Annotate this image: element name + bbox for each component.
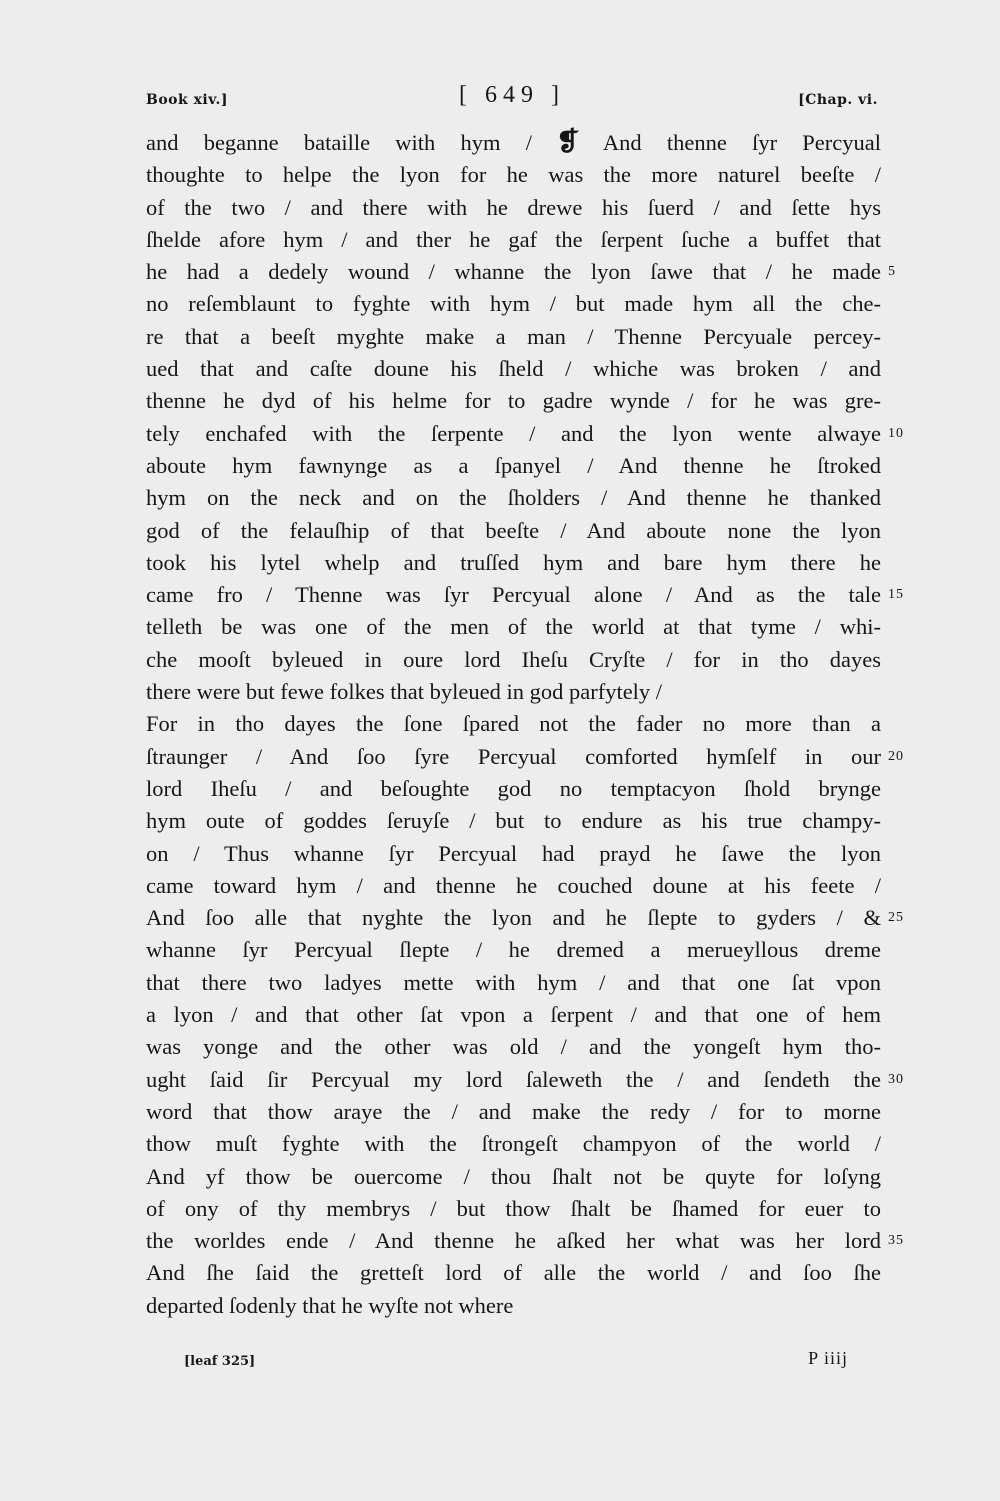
text-segment: telleth be was one of the men of the world at that tyme / whi- bbox=[146, 614, 881, 640]
text-segment: aboute hym fawnynge as a ſpanyel / And thenne he ſtroked bbox=[146, 452, 881, 478]
running-head-chapter: [Chap. vi. bbox=[798, 92, 878, 108]
text-line bbox=[146, 644, 881, 676]
text-line bbox=[146, 1031, 881, 1063]
text-segment: ught ſaid ſir Percyual my lord ſaleweth the / and ſendeth the bbox=[146, 1066, 881, 1092]
text-line bbox=[146, 192, 881, 224]
text-segment: of ony of thy membrys / but thow ſhalt be ſhamed for euer to bbox=[146, 1195, 881, 1221]
line-number: 15 bbox=[888, 587, 904, 603]
text-segment: ſhelde afore hym / and ther he gaf the ſerpent ſuche a buffet that bbox=[146, 226, 881, 252]
text-line bbox=[146, 127, 881, 159]
text-line bbox=[146, 1193, 881, 1225]
text-line bbox=[146, 934, 881, 966]
text-line bbox=[146, 902, 904, 934]
text-line bbox=[146, 1257, 881, 1289]
line-number: 5 bbox=[888, 264, 896, 280]
line-number: 10 bbox=[888, 425, 904, 441]
text-line bbox=[146, 1064, 904, 1096]
line-number: 25 bbox=[888, 910, 904, 926]
text-line bbox=[146, 450, 881, 482]
text-segment: came fro / Thenne was ſyr Percyual alone / And as the tale bbox=[146, 582, 881, 608]
text-segment: thow muſt fyghte with the ſtrongeſt champyon of the world / bbox=[146, 1131, 881, 1157]
text-segment: on / Thus whanne ſyr Percyual had prayd he ſawe the lyon bbox=[146, 840, 881, 866]
line-number: 30 bbox=[888, 1071, 904, 1087]
text-line bbox=[146, 159, 881, 191]
text-line bbox=[146, 482, 881, 514]
text-segment: word that thow araye the / and make the redy / for to morne bbox=[146, 1098, 881, 1124]
text-line bbox=[146, 967, 881, 999]
text-line bbox=[146, 1225, 904, 1257]
text-line bbox=[146, 353, 881, 385]
text-line bbox=[146, 1161, 881, 1193]
text-line bbox=[146, 547, 881, 579]
leaf-reference: [leaf 325] bbox=[184, 1354, 256, 1369]
line-number: 35 bbox=[888, 1233, 904, 1249]
text-segment: hym oute of goddes ſeruyſe / but to endure as his true champy- bbox=[146, 808, 881, 834]
text-segment: che mooſt byleued in oure lord Iheſu Cryſte / for in tho dayes bbox=[146, 646, 881, 672]
text-segment: ſtraunger / And ſoo ſyre Percyual comforted hymſelf in our bbox=[146, 743, 881, 769]
text-line bbox=[146, 224, 881, 256]
text-segment: departed ſodenly that he wyſte not where bbox=[146, 1292, 514, 1318]
text-segment: thoughte to helpe the lyon for he was the more naturel beeſte / bbox=[146, 162, 881, 188]
text-segment: came toward hym / and thenne he couched doune at his feete / bbox=[146, 872, 881, 898]
text-line bbox=[146, 579, 904, 611]
text-segment: lord Iheſu / and beſoughte god no temptacyon ſhold brynge bbox=[146, 775, 881, 801]
text-line bbox=[146, 1290, 881, 1322]
text-segment: tely enchafed with the ſerpente / and the lyon wente alwaye bbox=[146, 420, 881, 446]
text-segment: thenne he dyd of his helme for to gadre wynde / for he was gre- bbox=[146, 388, 881, 414]
text-segment: the worldes ende / And thenne he aſked her what was her lord bbox=[146, 1228, 881, 1254]
text-segment: that there two ladyes mette with hym / and that one ſat vpon bbox=[146, 969, 881, 995]
text-segment: was yonge and the other was old / and the yongeſt hym tho- bbox=[146, 1034, 881, 1060]
text-line bbox=[146, 741, 904, 773]
text-segment: ued that and caſte doune his ſheld / whiche was broken / and bbox=[146, 356, 881, 382]
paragraph-mark-icon: ❡ bbox=[556, 127, 581, 157]
text-segment: took his lytel whelp and truſſed hym and bare hym there he bbox=[146, 549, 881, 575]
text-segment: god of the felauſhip of that beeſte / And aboute none the lyon bbox=[146, 517, 881, 543]
text-segment: a lyon / and that other ſat vpon a ſerpent / and that one of hem bbox=[146, 1002, 881, 1028]
text-line bbox=[146, 870, 881, 902]
text-segment: whanne ſyr Percyual ſlepte / he dremed a merueyllous dreme bbox=[146, 937, 881, 963]
text-line bbox=[146, 385, 881, 417]
text-line bbox=[146, 999, 881, 1031]
text-segment: of the two / and there with he drewe his ſuerd / and ſette hys bbox=[146, 194, 881, 220]
text-segment: there were but fewe folkes that byleued in god parfytely / bbox=[146, 679, 663, 705]
text-line bbox=[146, 611, 881, 643]
running-head-book: Book xiv.] bbox=[146, 92, 228, 108]
page-footer bbox=[184, 1348, 848, 1378]
text-segment: and beganne bataille with hym / bbox=[146, 130, 558, 155]
signature-mark: P iiij bbox=[808, 1348, 848, 1368]
text-line bbox=[146, 1096, 881, 1128]
text-line bbox=[146, 773, 881, 805]
text-line bbox=[146, 838, 881, 870]
text-segment: And yf thow be ouercome / thou ſhalt not be quyte for loſyng bbox=[146, 1163, 881, 1189]
text-segment: no reſemblaunt to fyghte with hym / but made hym all the che- bbox=[146, 291, 881, 317]
text-line bbox=[146, 418, 904, 450]
text-line bbox=[146, 708, 881, 740]
text-line bbox=[146, 288, 881, 320]
text-segment: And ſhe ſaid the gretteſt lord of alle the world / and ſoo ſhe bbox=[146, 1260, 881, 1286]
text-segment: And ſoo alle that nyghte the lyon and he ſlepte to gyders / & bbox=[146, 905, 881, 931]
text-segment: he had a dedely wound / whanne the lyon ſawe that / he made bbox=[146, 259, 881, 285]
text-line bbox=[146, 805, 881, 837]
body-text bbox=[146, 127, 904, 1322]
text-line bbox=[146, 1128, 881, 1160]
text-line bbox=[146, 321, 881, 353]
text-line bbox=[146, 676, 881, 708]
text-segment: re that a beeſt myghte make a man / Thenne Percyuale percey- bbox=[146, 323, 881, 349]
page-number: [ 649 ] bbox=[459, 82, 565, 108]
text-segment: For in tho dayes the ſone ſpared not the fader no more than a bbox=[146, 711, 881, 737]
line-number: 20 bbox=[888, 748, 904, 764]
text-segment: hym on the neck and on the ſholders / And thenne he thanked bbox=[146, 485, 881, 511]
text-line bbox=[146, 256, 896, 288]
text-segment: And thenne ſyr Percyual bbox=[578, 130, 881, 155]
running-head bbox=[146, 82, 878, 118]
text-line bbox=[146, 515, 881, 547]
